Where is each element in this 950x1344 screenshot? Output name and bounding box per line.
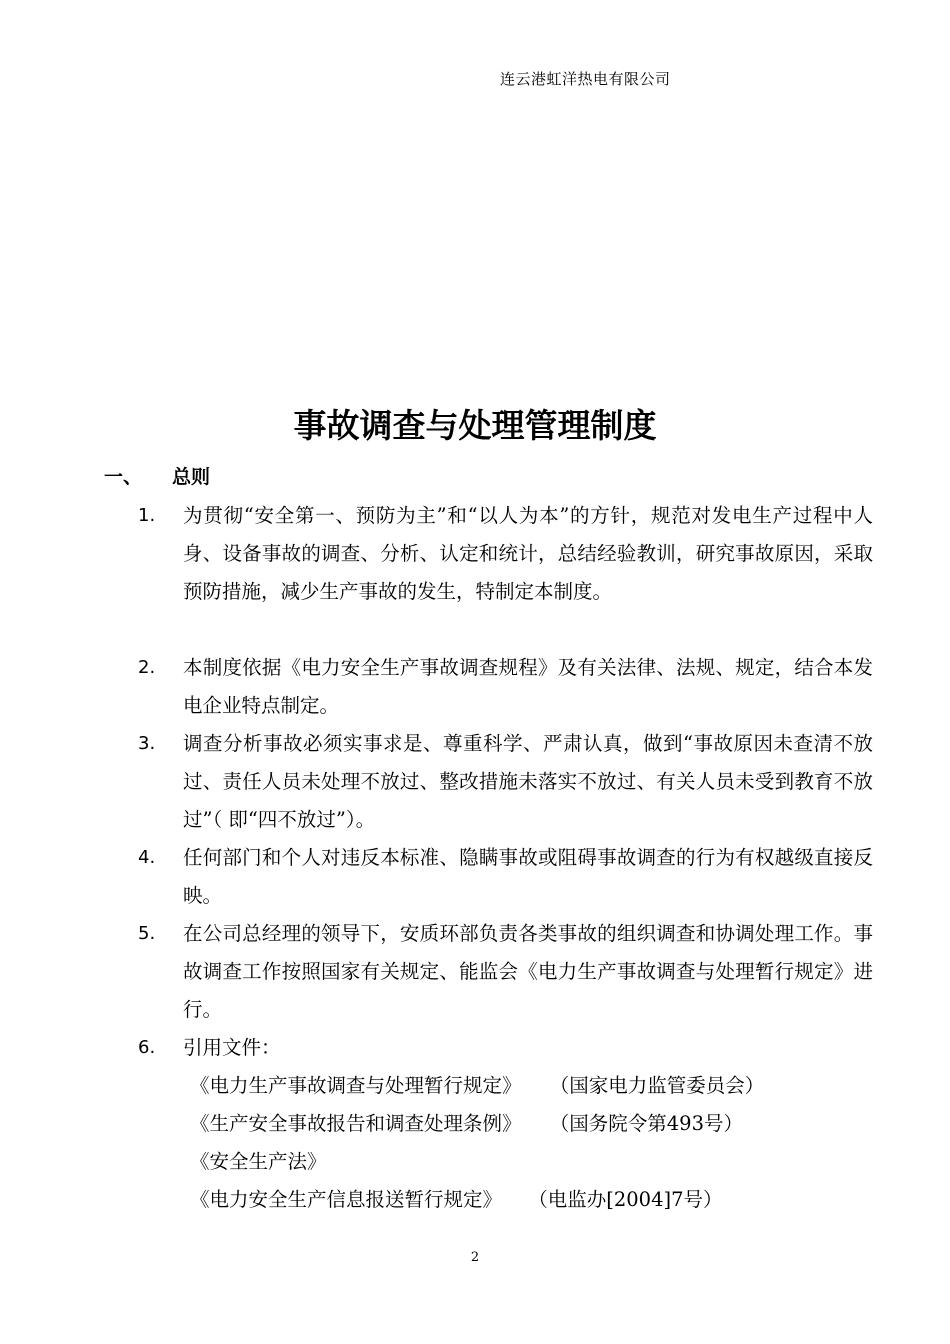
- company-header: 连云港虹洋热电有限公司: [500, 70, 671, 88]
- item-text: 调查分析事故必须实事求是、尊重科学、严肃认真，做到“事故原因未查清不放过、责任人员未处理不放过、整改措施未落实不放过、有关人员未受到教育不放过”（ 即“四不放过”）。: [183, 732, 873, 831]
- item-number: 6.: [138, 1037, 156, 1058]
- section-label: 总则: [172, 466, 211, 488]
- reference-org: （国家电力监管委员会）: [559, 1074, 765, 1097]
- list-item: [138, 497, 873, 611]
- reference-doc: 《安全生产法》: [190, 1150, 327, 1173]
- page-title: 事故调查与处理管理制度: [293, 406, 657, 445]
- list-item: [138, 839, 873, 915]
- item-text: 本制度依据《电力安全生产事故调查规程》及有关法律、法规、规定，结合本发电企业特点制定。: [183, 656, 873, 717]
- list-item: [138, 649, 873, 725]
- item-number: 1.: [138, 505, 156, 526]
- list-item: [138, 725, 873, 839]
- reference-doc: 《电力生产事故调查与处理暂行规定》: [190, 1074, 522, 1097]
- item-text: 任何部门和个人对违反本标准、隐瞒事故或阻碍事故调查的行为有权越级直接反映。: [183, 846, 873, 907]
- section-number: 一、: [104, 466, 143, 488]
- reference-org: （电监办[2004]7号）: [538, 1188, 723, 1211]
- reference-item: [190, 1067, 764, 1105]
- item-number: 5.: [138, 923, 156, 944]
- item-text: 引用文件：: [183, 1036, 281, 1059]
- reference-doc: 《生产安全事故报告和调查处理条例》: [190, 1112, 522, 1135]
- page-number: 2: [470, 1250, 480, 1265]
- reference-item: [190, 1181, 723, 1219]
- list-item: [138, 1029, 873, 1067]
- item-number: 3.: [138, 733, 156, 754]
- section-heading: [104, 462, 210, 489]
- item-text: 为贯彻“安全第一、预防为主”和“以人为本”的方针，规范对发电生产过程中人身、设备事故的调查、分析、认定和统计，总结经验教训，研究事故原因，采取预防措施，减少生产事故的发生，特制定本制度。: [183, 504, 873, 603]
- list-item: [138, 915, 873, 1029]
- item-number: 2.: [138, 657, 156, 678]
- reference-doc: 《电力安全生产信息报送暂行规定》: [190, 1188, 503, 1211]
- item-text: 在公司总经理的领导下，安质环部负责各类事故的组织调查和协调处理工作。事故调查工作按照国家有关规定、能监会《电力生产事故调查与处理暂行规定》进行。: [183, 922, 873, 1021]
- reference-item: [190, 1143, 327, 1181]
- item-number: 4.: [138, 847, 156, 868]
- reference-org: （国务院令第493号）: [559, 1112, 743, 1135]
- reference-item: [190, 1105, 743, 1143]
